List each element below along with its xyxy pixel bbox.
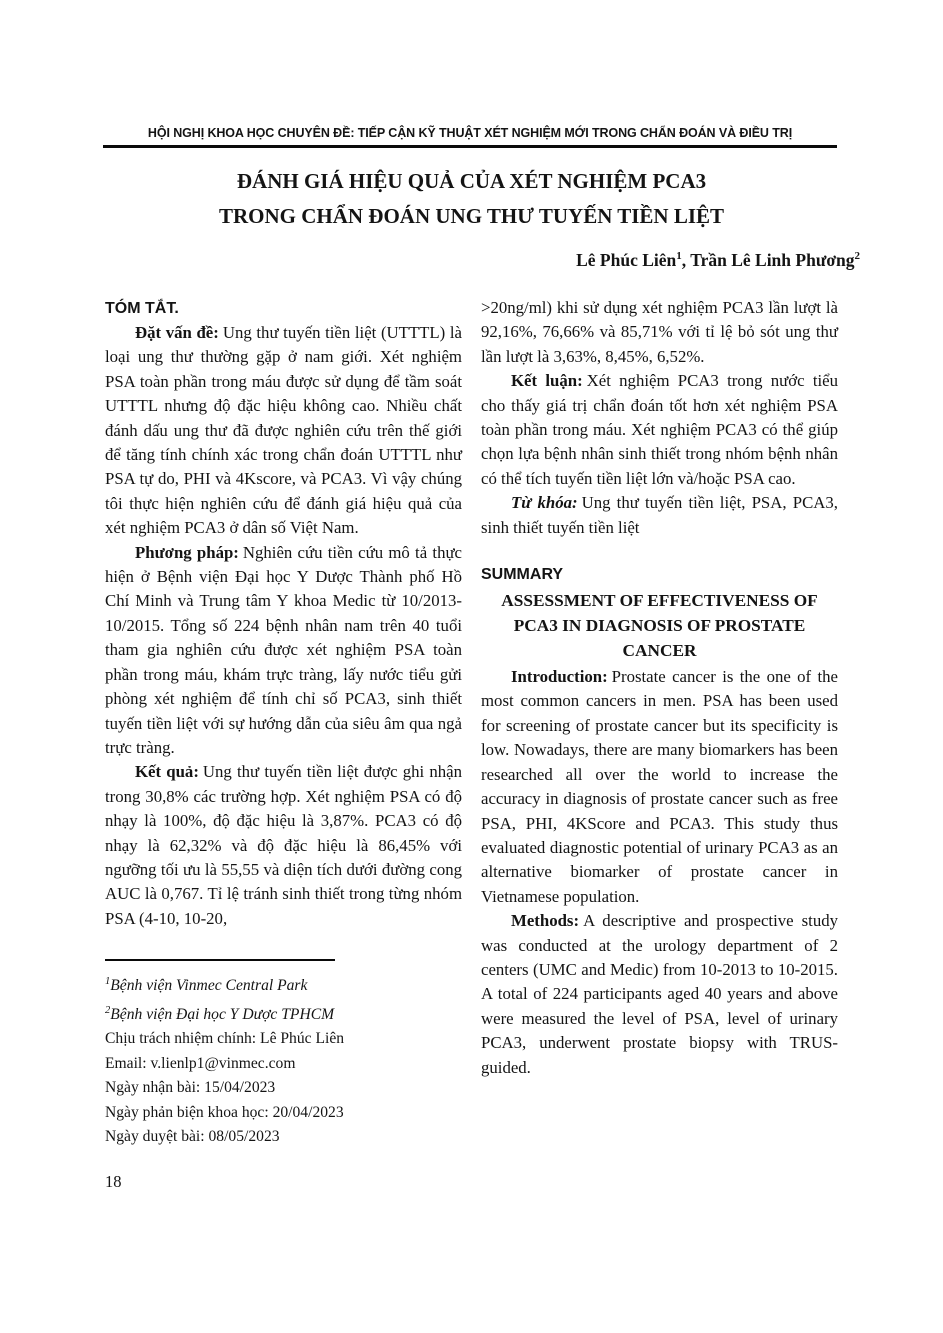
running-head: HỘI NGHỊ KHOA HỌC CHUYÊN ĐỀ: TIẾP CẬN KỸ THUẬT XÉT NGHIỆM MỚI TRONG CHẨN ĐOÁN VÀ ĐIỀU TRỊ: [103, 126, 837, 148]
keywords-text: Ung thư tuyến tiền liệt, PSA, PCA3, sinh thiết tuyến tiền liệt: [481, 493, 838, 537]
abstract-paragraph-conclusion: [481, 369, 838, 491]
summary-paragraph-methods: [481, 909, 838, 1080]
summary-paragraph-introduction: [481, 665, 838, 909]
paragraph-label: Phương pháp:: [135, 542, 239, 562]
affiliation-2-marker: 2: [105, 1004, 111, 1016]
paragraph-text: Ung thư tuyến tiền liệt (UTTTL) là loại ung thư thường gặp ở nam giới. Xét nghiệm PSA toàn phần trong máu được sử dụng để tầm soát UTTTL nhưng độ đặc hiệu không cao. Nhiều chất đánh dấu ung thư đã được nghiên cứu trên thế giới để tăng tính chính xác trong chẩn đoán UTTTL như PSA tự do, PHI và 4Kscore, và PCA3. Vì vậy chúng tôi thực hiện nghiên cứu để đánh giá hiệu quả của xét nghiệm PCA3 ở dân số Việt Nam.: [105, 323, 462, 538]
paragraph-label: Introduction:: [511, 667, 608, 687]
abstract-paragraph-results: [105, 760, 462, 931]
affiliation-1: $^1$Bệnh viện Vinmec Central Park: [105, 976, 308, 995]
author-1-affiliation-marker: 1: [676, 250, 682, 263]
paragraph-label: Kết quả:: [135, 762, 199, 782]
article-title: [0, 164, 943, 234]
author-1: Lê Phúc Liên$^1$: [576, 250, 682, 270]
paragraph-label: Kết luận:: [511, 371, 583, 391]
abstract-paragraph-background: [105, 321, 462, 541]
paragraph-label: Methods:: [511, 911, 580, 931]
article-title-line1: ĐÁNH GIÁ HIỆU QUẢ CỦA XÉT NGHIỆM PCA3: [236, 169, 707, 193]
paragraph-label: Đặt vấn đề:: [135, 323, 219, 342]
footnote-block: [105, 959, 462, 1149]
abstract-paragraph-methods: [105, 541, 462, 761]
paragraph-text: A descriptive and prospective study was conducted at the urology department of 2 centers (UMC and Medic) from 10-2013 to 10-2015. A total of 224 participants aged 40 years and above were measured the level of PSA, level of urinary PCA3, underwent prostate biopsy with TRUS-guided.: [481, 911, 838, 1077]
paragraph-text: >20ng/ml) khi sử dụng xét nghiệm PCA3 lần lượt là 92,16%, 76,66% và 85,71% với tỉ lệ bỏ sót ung thư lần lượt là 3,63%, 8,45%, 6,52%.: [481, 298, 838, 366]
page-number: 18: [105, 1172, 122, 1191]
received-date-line: Ngày nhận bài: 15/04/2023: [105, 1079, 276, 1097]
summary-heading: SUMMARY: [481, 566, 564, 584]
email-line: Email: v.lienlp1@vinmec.com: [105, 1054, 296, 1072]
author-2: Trần Lê Linh Phương$^2$: [690, 250, 860, 270]
authors-line: [576, 250, 860, 271]
summary-title: ASSESSMENT OF EFFECTIVENESS OF PCA3 IN DIAGNOSIS OF PROSTATE CANCER: [501, 591, 818, 661]
accepted-date-line: Ngày duyệt bài: 08/05/2023: [105, 1127, 280, 1145]
reviewed-date-line: Ngày phản biện khoa học: 20/04/2023: [105, 1103, 344, 1121]
keywords-paragraph: [481, 491, 838, 540]
abstract-heading: TÓM TẮT.: [105, 300, 179, 317]
affiliation-2: $^2$Bệnh viện Đại học Y Dược TPHCM: [105, 1004, 335, 1023]
paragraph-text: Ung thư tuyến tiền liệt được ghi nhận trong 30,8% các trường hợp. Xét nghiệm PSA có độ nhạy là 100%, độ đặc hiệu là 3,87%. PCA3 có độ nhạy là 62,32% và độ đặc hiệu là 86,45% với ngưỡng tối ưu là 55,55 và diện tích dưới đường cong AUC là 0,767. Tỉ lệ tránh sinh thiết trong từng nhóm PSA (4-10, 10-20,: [105, 762, 462, 928]
keywords-label: Từ khóa:: [511, 493, 578, 513]
paragraph-text: Nghiên cứu tiền cứu mô tả thực hiện ở Bệnh viện Đại học Y Dược Thành phố Hồ Chí Minh và Trung tâm Y khoa Medic từ 10/2013-10/2015. Tổng số 224 bệnh nhân nam trên 40 tuổi tham gia nghiên cứu được xét nghiệm PSA toàn phần trong máu, khám trực tràng, lấy nước tiểu gửi phòng xét nghiệm để tính chỉ số PCA3, sinh thiết tuyến tiền liệt với sự hướng dẫn của siêu âm qua ngả trực tràng.: [105, 542, 462, 757]
corresponding-author-line: Chịu trách nhiệm chính: Lê Phúc Liên: [105, 1030, 345, 1048]
authors-separator: ,: [681, 250, 691, 270]
two-column-body: [105, 296, 838, 1149]
right-column: [481, 296, 838, 1149]
article-title-line2: TRONG CHẨN ĐOÁN UNG THƯ TUYẾN TIỀN LIỆT: [218, 204, 725, 228]
footnote-separator-rule: [105, 959, 335, 961]
author-2-affiliation-marker: 2: [854, 250, 860, 263]
paragraph-text: Prostate cancer is the one of the most common cancers in men. PSA has been used for screening of prostate cancer but its specificity is low. Nowadays, there are many biomarkers has been researched all over the world to increase the accuracy in diagnosis of prostate cancer such as free PSA, PHI, 4KScore and PCA3. This study thus evaluated diagnostic potential of urinary PCA3 as an alternative biomarker of prostate cancer in Vietnamese population.: [481, 667, 838, 906]
left-column: [105, 296, 462, 1149]
paragraph-text: Xét nghiệm PCA3 trong nước tiểu cho thấy giá trị chẩn đoán tốt hơn xét nghiệm PSA toàn phần trong máu. Xét nghiệm PCA3 có thể giúp chọn lựa bệnh nhân sinh thiết trong nhóm bệnh nhân có thể tích tuyến tiền liệt lớn và/hoặc PSA cao.: [481, 371, 838, 488]
abstract-paragraph-results-continued: [481, 296, 838, 369]
affiliation-1-marker: 1: [105, 976, 111, 988]
